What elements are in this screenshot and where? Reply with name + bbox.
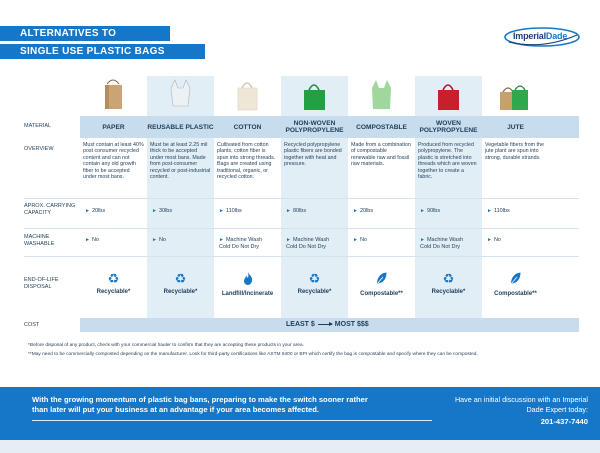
capacity-jute: ► 110lbs	[487, 208, 510, 214]
cta-banner	[0, 387, 600, 440]
imperial-dade-logo	[503, 26, 581, 48]
logo-part-2: Dade	[545, 31, 568, 41]
overview-reusable-plastic: Must be at least 2.25 mil thick to be accepted under most bans. Made from post-consumer recycled or post-industrial content.	[150, 142, 211, 181]
title-line-1: ALTERNATIVES TO	[0, 26, 170, 41]
washable-woven: ► Machine Wash Cold Do Not Dry	[420, 237, 464, 250]
bag-image-non-woven	[281, 76, 348, 116]
overview-non-woven: Recycled polypropylene plastic fibers are bonded together with heat and pressure.	[284, 142, 342, 168]
washable-cotton: ► Machine Wash Cold Do Not Dry	[219, 237, 263, 250]
material-woven: WOVEN POLYPROPYLENE	[419, 120, 478, 134]
logo-part-1: Imperial	[513, 31, 546, 41]
row-label-material: MATERIAL	[24, 123, 52, 129]
bag-image-reusable-plastic	[147, 76, 214, 116]
material-non-woven: NON-WOVEN POLYPROPYLENE	[285, 120, 344, 134]
material-jute: JUTE	[507, 123, 524, 131]
washable-jute: ► No	[487, 237, 501, 243]
eol-cotton: Landfill/Incinerate	[214, 272, 281, 297]
capacity-compostable: ► 20lbs	[353, 208, 374, 214]
bag-image-paper	[80, 76, 147, 116]
bag-image-woven	[415, 76, 482, 116]
footnote-1: *Before disposal of any product, check with your commercial hauler to confirm that they are accepting these products in your area.	[28, 343, 304, 348]
cost-scale	[286, 318, 369, 332]
overview-jute: Vegetable fibers from the jute plant are spun into strong, durable strands.	[485, 142, 544, 161]
washable-compostable: ► No	[353, 237, 367, 243]
material-reusable-plastic: REUSABLE PLASTIC	[147, 123, 214, 131]
row-label-cost: COST	[24, 322, 40, 328]
flame-icon	[214, 272, 281, 288]
material-cotton: COTTON	[233, 123, 262, 131]
washable-paper: ► No	[85, 237, 99, 243]
eol-paper: ♻ Recyclable*	[80, 272, 147, 295]
banner-message: With the growing momentum of plastic bag bans, preparing to make the switch sooner rather than later will put your business at an advantage if your area becomes affected.	[32, 395, 368, 414]
row-label-washable: MACHINE WASHABLE	[24, 234, 55, 247]
divider	[24, 256, 579, 257]
capacity-non-woven: ► 80lbs	[286, 208, 307, 214]
eol-compostable: Compostable**	[348, 272, 415, 297]
row-label-eol: END-OF-LIFE DISPOSAL	[24, 277, 59, 290]
eol-jute: Compostable**	[482, 272, 549, 297]
footnote-2: **May need to be commercially composted depending on the manufacturer. Look for third-party certifications like ASTM 6400 or BPI which certify the bag is compostable and specify where they can be composted.	[28, 352, 478, 357]
banner-cta-text: Have an initial discussion with an Imperial Dade Expert today:	[454, 395, 588, 414]
bag-image-jute	[482, 76, 549, 116]
banner-divider	[32, 420, 432, 421]
overview-cotton: Cultivated from cotton plants, cotton fiber is spun into strong threads. Bags are created using traditional, organic, or recycled cotton.	[217, 142, 276, 181]
washable-non-woven: ► Machine Wash Cold Do Not Dry	[286, 237, 330, 250]
material-paper: PAPER	[102, 123, 125, 131]
capacity-reusable-plastic: ► 30lbs	[152, 208, 173, 214]
logo-wordmark	[513, 31, 567, 41]
bag-image-compostable	[348, 76, 415, 116]
divider	[24, 228, 579, 229]
overview-woven: Produced from recycled polypropylene. The plastic is stretched into threads which are woven together to create a fabric.	[418, 142, 477, 181]
washable-reusable-plastic: ► No	[152, 237, 166, 243]
leaf-icon	[482, 272, 549, 288]
recycle-icon: ♻	[308, 271, 321, 286]
cost-high: MOST $$$	[334, 321, 369, 328]
recycle-icon: ♻	[442, 271, 455, 286]
leaf-icon	[348, 272, 415, 288]
row-label-overview: OVERVIEW	[24, 146, 54, 152]
phone-number[interactable]: 201-437-7440	[540, 417, 588, 426]
capacity-cotton: ► 110lbs	[219, 208, 242, 214]
capacity-paper: ► 20lbs	[85, 208, 106, 214]
banner-cta	[448, 395, 588, 427]
material-compostable: COMPOSTABLE	[356, 123, 407, 131]
recycle-icon: ♻	[174, 271, 187, 286]
eol-non-woven: ♻ Recyclable*	[281, 272, 348, 295]
cost-low: LEAST $	[286, 321, 315, 328]
capacity-woven: ► 90lbs	[420, 208, 441, 214]
eol-woven: ♻ Recyclable*	[415, 272, 482, 295]
overview-paper: Must contain at least 40% post consumer recycled content and can not contain any old growth fiber to be accepted under most bans.	[83, 142, 144, 181]
arrow-right-icon	[318, 324, 332, 325]
eol-reusable-plastic: ♻ Recyclable*	[147, 272, 214, 295]
row-label-capacity: APROX. CARRYING CAPACITY	[24, 203, 76, 216]
divider	[24, 198, 579, 199]
overview-compostable: Made from a combination of compostable renewable raw and fossil raw materials.	[351, 142, 411, 168]
recycle-icon: ♻	[107, 271, 120, 286]
bag-image-cotton	[214, 76, 281, 116]
title-line-2: SINGLE USE PLASTIC BAGS	[0, 44, 205, 59]
